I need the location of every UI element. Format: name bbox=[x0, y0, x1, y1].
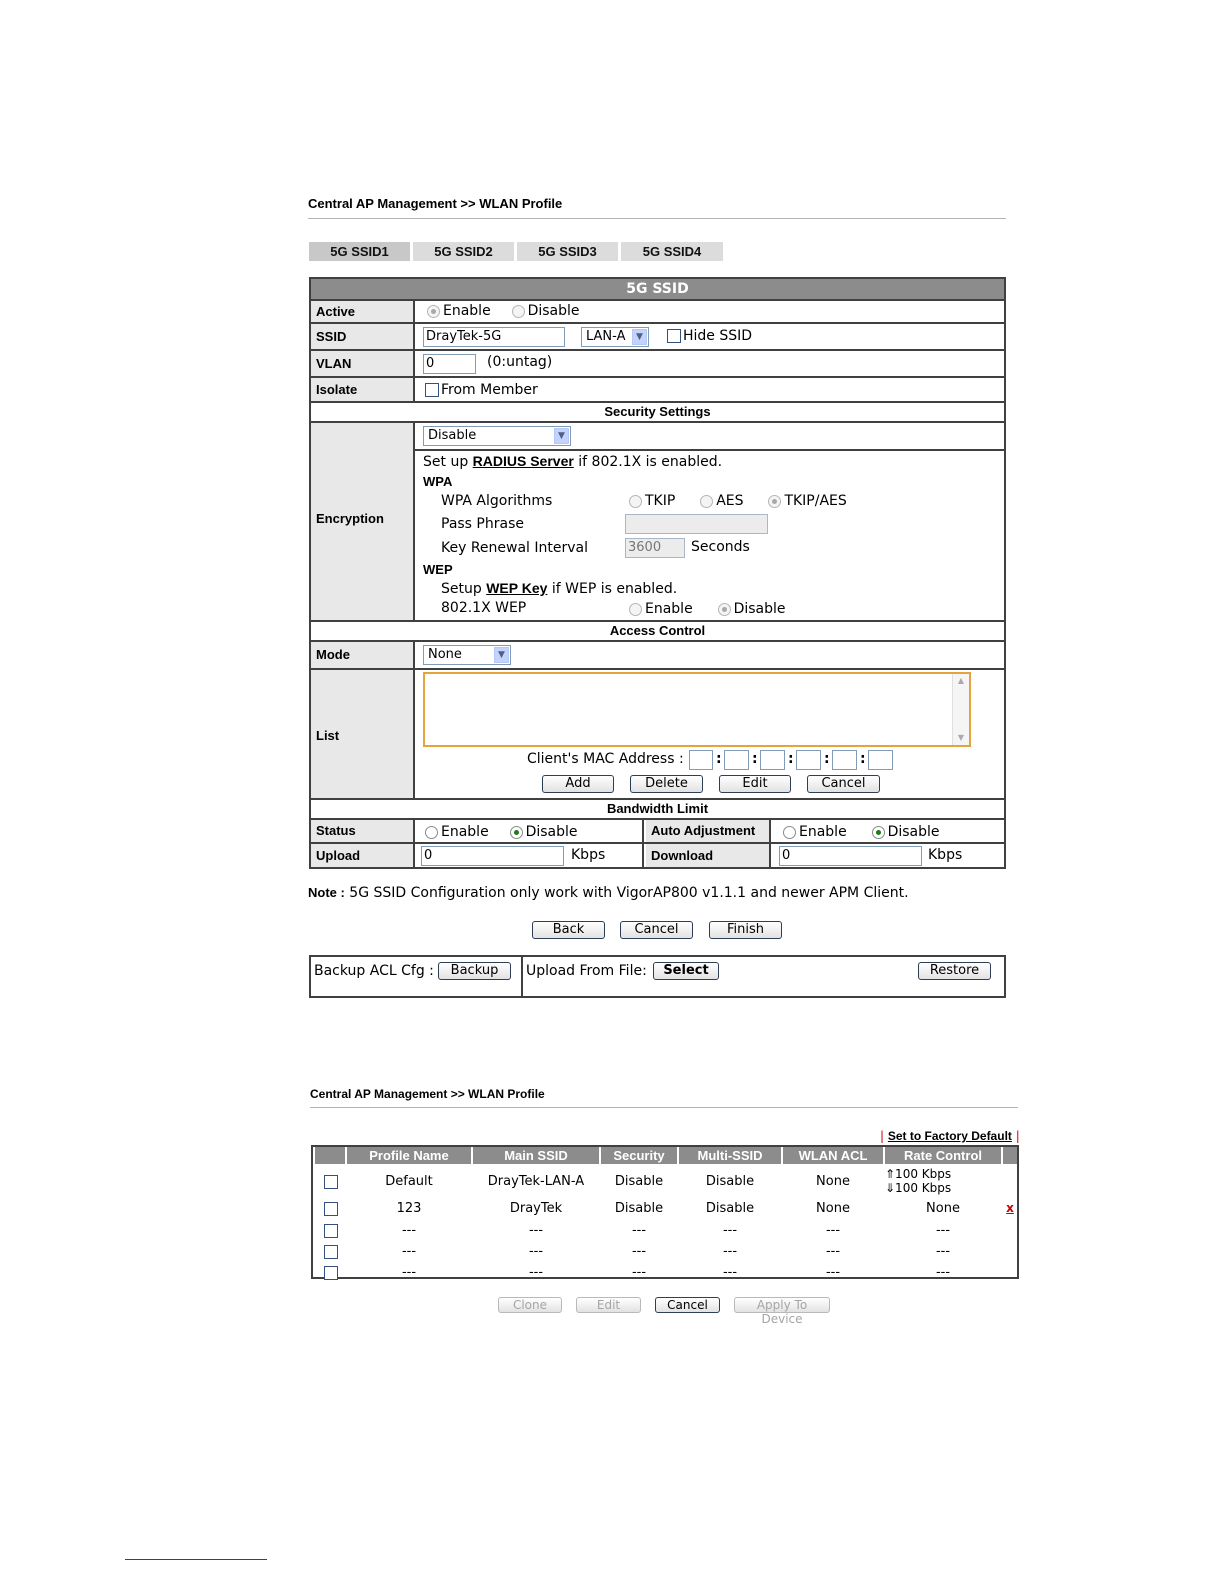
wep-enable-label: Enable bbox=[645, 601, 693, 617]
lan-select-value: LAN-A bbox=[586, 329, 626, 344]
wpa-title: WPA bbox=[423, 474, 453, 489]
active-label: Active bbox=[311, 301, 415, 322]
table-row bbox=[313, 1241, 1017, 1262]
upload-from-file-label: Upload From File: bbox=[526, 963, 647, 979]
cell-ssid: --- bbox=[528, 1265, 544, 1280]
cell-multi: --- bbox=[722, 1244, 738, 1259]
clone-button[interactable]: Clone bbox=[498, 1297, 562, 1313]
mac-octet-2[interactable] bbox=[724, 750, 749, 770]
encryption-select-value: Disable bbox=[428, 428, 477, 443]
status-enable-radio[interactable] bbox=[425, 826, 438, 839]
table-row bbox=[313, 1197, 1017, 1220]
cell-security: --- bbox=[631, 1223, 647, 1238]
download-unit: Kbps bbox=[928, 847, 963, 863]
auto-enable-label: Enable bbox=[799, 824, 847, 840]
note-text: 5G SSID Configuration only work with VigorAP800 v1.1.1 and newer APM Client. bbox=[349, 885, 909, 901]
status-disable-radio[interactable] bbox=[510, 826, 523, 839]
ssid-form bbox=[309, 277, 1006, 869]
bandwidth-limit-header: Bandwidth Limit bbox=[311, 798, 1004, 818]
colon: : bbox=[788, 751, 794, 767]
hide-ssid-checkbox[interactable] bbox=[667, 329, 681, 343]
cell-acl: --- bbox=[825, 1244, 841, 1259]
edit-profile-button[interactable]: Edit bbox=[576, 1297, 641, 1313]
scrollbar[interactable] bbox=[952, 674, 969, 745]
cell-acl: --- bbox=[825, 1223, 841, 1238]
scroll-up-icon[interactable]: ▲ bbox=[957, 676, 965, 685]
vlan-hint: (0:untag) bbox=[487, 354, 553, 370]
wep-key-link[interactable]: WEP Key bbox=[486, 580, 548, 596]
backup-acl-label: Backup ACL Cfg : bbox=[314, 963, 434, 979]
column-header-profile-name: Profile Name bbox=[347, 1147, 471, 1164]
wep-disable-radio[interactable] bbox=[718, 603, 731, 616]
isolate-label: Isolate bbox=[311, 378, 415, 401]
row-mode bbox=[311, 640, 1004, 668]
scroll-down-icon[interactable]: ▼ bbox=[957, 733, 965, 742]
cell-name: Default bbox=[385, 1174, 433, 1189]
setup-suffix: if 802.1X is enabled. bbox=[578, 454, 723, 470]
active-enable-radio[interactable] bbox=[427, 305, 440, 318]
edit-button[interactable]: Edit bbox=[719, 775, 791, 793]
rate-upload: ⇑100 Kbps bbox=[885, 1167, 952, 1181]
wep-setup-suffix: if WEP is enabled. bbox=[551, 581, 678, 597]
wep-title: WEP bbox=[423, 562, 453, 577]
cell-name: --- bbox=[401, 1244, 417, 1259]
cell-ssid: DrayTek-LAN-A bbox=[487, 1174, 585, 1189]
cancel-list-button[interactable]: Cancel bbox=[807, 775, 880, 793]
mac-octet-5[interactable] bbox=[832, 750, 857, 770]
encryption-label: Encryption bbox=[311, 423, 415, 620]
isolate-member-checkbox[interactable] bbox=[425, 383, 439, 397]
cell-name: --- bbox=[401, 1223, 417, 1238]
colon: : bbox=[860, 751, 866, 767]
list-label: List bbox=[311, 670, 415, 798]
wpa-algorithms-label: WPA Algorithms bbox=[441, 493, 553, 509]
mode-label: Mode bbox=[311, 642, 415, 668]
profile-table bbox=[311, 1145, 1019, 1279]
column-header-main-ssid: Main SSID bbox=[473, 1147, 599, 1164]
cell-rate: --- bbox=[935, 1223, 951, 1238]
breadcrumb: Central AP Management >> WLAN Profile bbox=[308, 196, 563, 211]
wep-enable-radio[interactable] bbox=[629, 603, 642, 616]
wep-setup-prefix: Setup bbox=[441, 581, 482, 597]
mode-select-value: None bbox=[428, 647, 462, 662]
cell-ssid: --- bbox=[528, 1244, 544, 1259]
ssid-label: SSID bbox=[311, 324, 415, 349]
row-active bbox=[311, 299, 1004, 322]
wpa-tkipaes-radio[interactable] bbox=[768, 495, 781, 508]
cell-ssid: DrayTek bbox=[509, 1201, 563, 1216]
vlan-input[interactable]: 0 bbox=[423, 354, 476, 374]
column-header-wlan-acl: WLAN ACL bbox=[783, 1147, 883, 1164]
active-disable-label: Disable bbox=[527, 303, 580, 319]
row-status bbox=[311, 818, 1004, 842]
delete-button[interactable]: Delete bbox=[630, 775, 703, 793]
mac-octet-6[interactable] bbox=[868, 750, 893, 770]
row-select-checkbox[interactable] bbox=[324, 1245, 338, 1259]
form-title: 5G SSID bbox=[311, 279, 1004, 299]
access-control-header: Access Control bbox=[311, 620, 1004, 640]
row-encryption bbox=[311, 421, 1004, 620]
row-list bbox=[311, 668, 1004, 798]
upload-unit: Kbps bbox=[571, 847, 606, 863]
mode-select[interactable] bbox=[423, 645, 511, 665]
cell-rate: --- bbox=[935, 1265, 951, 1280]
pass-phrase-label: Pass Phrase bbox=[441, 516, 524, 532]
download-label: Download bbox=[646, 844, 771, 867]
encryption-select[interactable] bbox=[423, 426, 571, 446]
auto-disable-radio[interactable] bbox=[872, 826, 885, 839]
chevron-down-icon: ▼ bbox=[554, 428, 569, 444]
select-file-button[interactable]: Select bbox=[653, 962, 719, 980]
chevron-down-icon: ▼ bbox=[632, 329, 647, 345]
breadcrumb-2: Central AP Management >> WLAN Profile bbox=[310, 1087, 545, 1101]
isolate-member-label: From Member bbox=[441, 382, 538, 398]
cell-rate bbox=[885, 1167, 951, 1195]
cell-name: 123 bbox=[396, 1201, 422, 1216]
factory-default-link[interactable]: Set to Factory Default bbox=[887, 1129, 1012, 1143]
cell-security: Disable bbox=[614, 1201, 664, 1216]
mac-octet-3[interactable] bbox=[760, 750, 785, 770]
ssid-input[interactable]: DrayTek-5G bbox=[423, 327, 565, 347]
auto-enable-radio[interactable] bbox=[783, 826, 796, 839]
table-row bbox=[313, 1220, 1017, 1241]
tab-5g-ssid4[interactable]: 5G SSID4 bbox=[621, 242, 723, 261]
add-button[interactable]: Add bbox=[542, 775, 614, 793]
rate-download: ⇓100 Kbps bbox=[885, 1181, 952, 1195]
note-label: Note : bbox=[308, 885, 345, 900]
tab-5g-ssid2[interactable]: 5G SSID2 bbox=[413, 242, 514, 261]
divider bbox=[308, 218, 1006, 219]
divider bbox=[310, 1107, 1018, 1108]
wep-disable-label: Disable bbox=[733, 601, 786, 617]
row-ssid bbox=[311, 322, 1004, 349]
active-disable-radio[interactable] bbox=[512, 305, 525, 318]
table-row bbox=[313, 1262, 1017, 1283]
row-select-checkbox[interactable] bbox=[324, 1202, 338, 1216]
cell-multi: Disable bbox=[705, 1201, 755, 1216]
row-isolate bbox=[311, 376, 1004, 401]
column-header-select bbox=[315, 1147, 345, 1164]
hide-ssid-label: Hide SSID bbox=[683, 328, 753, 344]
radius-server-link[interactable]: RADIUS Server bbox=[472, 453, 574, 469]
cell-multi: --- bbox=[722, 1265, 738, 1280]
wpa-tkip-label: TKIP bbox=[645, 493, 676, 509]
divider bbox=[521, 957, 523, 996]
status-disable-label: Disable bbox=[525, 824, 578, 840]
cell-rate: None bbox=[926, 1201, 960, 1216]
mac-octet-1[interactable] bbox=[689, 750, 713, 770]
row-vlan bbox=[311, 349, 1004, 376]
backup-panel bbox=[309, 955, 1006, 998]
row-select-checkbox[interactable] bbox=[324, 1175, 338, 1189]
cell-name: --- bbox=[401, 1265, 417, 1280]
chevron-down-icon: ▼ bbox=[494, 647, 509, 663]
apply-to-device-button[interactable]: Apply To Device bbox=[734, 1297, 830, 1313]
back-button[interactable]: Back bbox=[532, 921, 605, 939]
cell-multi: --- bbox=[722, 1223, 738, 1238]
active-enable-label: Enable bbox=[443, 303, 491, 319]
cell-acl: None bbox=[816, 1174, 850, 1189]
cell-rate: --- bbox=[935, 1244, 951, 1259]
row-select-checkbox[interactable] bbox=[324, 1266, 338, 1280]
colon: : bbox=[824, 751, 830, 767]
row-select-checkbox[interactable] bbox=[324, 1224, 338, 1238]
column-header-security: Security bbox=[601, 1147, 677, 1164]
pass-phrase-input[interactable] bbox=[625, 514, 768, 534]
auto-disable-label: Disable bbox=[887, 824, 940, 840]
separator: | bbox=[1015, 1129, 1020, 1143]
cell-ssid: --- bbox=[528, 1223, 544, 1238]
mac-octet-4[interactable] bbox=[796, 750, 821, 770]
upload-input[interactable]: 0 bbox=[421, 846, 564, 866]
tab-5g-ssid3[interactable]: 5G SSID3 bbox=[517, 242, 618, 261]
wpa-tkip-radio[interactable] bbox=[629, 495, 642, 508]
key-renewal-label: Key Renewal Interval bbox=[441, 540, 589, 556]
restore-button[interactable]: Restore bbox=[918, 962, 991, 980]
footnote-rule bbox=[125, 1559, 267, 1560]
cell-security: Disable bbox=[614, 1174, 664, 1189]
tab-5g-ssid1[interactable]: 5G SSID1 bbox=[309, 242, 410, 261]
security-settings-header: Security Settings bbox=[311, 401, 1004, 421]
wpa-aes-radio[interactable] bbox=[700, 495, 713, 508]
download-input[interactable]: 0 bbox=[779, 846, 922, 866]
delete-profile-icon[interactable]: x bbox=[1006, 1201, 1014, 1215]
finish-button[interactable]: Finish bbox=[709, 921, 782, 939]
cell-acl: --- bbox=[825, 1265, 841, 1280]
setup-prefix: Set up bbox=[423, 454, 469, 470]
cancel-button[interactable]: Cancel bbox=[620, 921, 693, 939]
colon: : bbox=[752, 751, 758, 767]
status-enable-label: Enable bbox=[441, 824, 489, 840]
column-header-delete bbox=[1003, 1147, 1017, 1164]
divider bbox=[415, 449, 1004, 451]
column-header-multi-ssid: Multi-SSID bbox=[679, 1147, 781, 1164]
mac-address-label: Client's MAC Address : bbox=[527, 751, 684, 767]
wep-8021x-label: 802.1X WEP bbox=[441, 600, 527, 616]
lan-select[interactable] bbox=[581, 327, 649, 347]
auto-adjustment-label: Auto Adjustment bbox=[646, 820, 771, 842]
wpa-tkipaes-label: TKIP/AES bbox=[784, 493, 847, 509]
upload-label: Upload bbox=[311, 844, 415, 867]
colon: : bbox=[716, 751, 722, 767]
cell-security: --- bbox=[631, 1265, 647, 1280]
table-row bbox=[313, 1167, 1017, 1197]
cancel-profile-button[interactable]: Cancel bbox=[655, 1297, 720, 1313]
column-header-rate-control: Rate Control bbox=[885, 1147, 1001, 1164]
acl-list-textarea[interactable] bbox=[423, 672, 971, 747]
cell-multi: Disable bbox=[705, 1174, 755, 1189]
separator: | bbox=[880, 1129, 885, 1143]
wpa-aes-label: AES bbox=[716, 493, 744, 509]
cell-security: --- bbox=[631, 1244, 647, 1259]
key-renewal-input[interactable]: 3600 bbox=[625, 538, 685, 558]
backup-button[interactable]: Backup bbox=[438, 962, 511, 980]
row-upload-download bbox=[311, 842, 1004, 867]
seconds-label: Seconds bbox=[691, 539, 750, 555]
status-label: Status bbox=[311, 820, 415, 842]
vlan-label: VLAN bbox=[311, 351, 415, 376]
cell-acl: None bbox=[816, 1201, 850, 1216]
